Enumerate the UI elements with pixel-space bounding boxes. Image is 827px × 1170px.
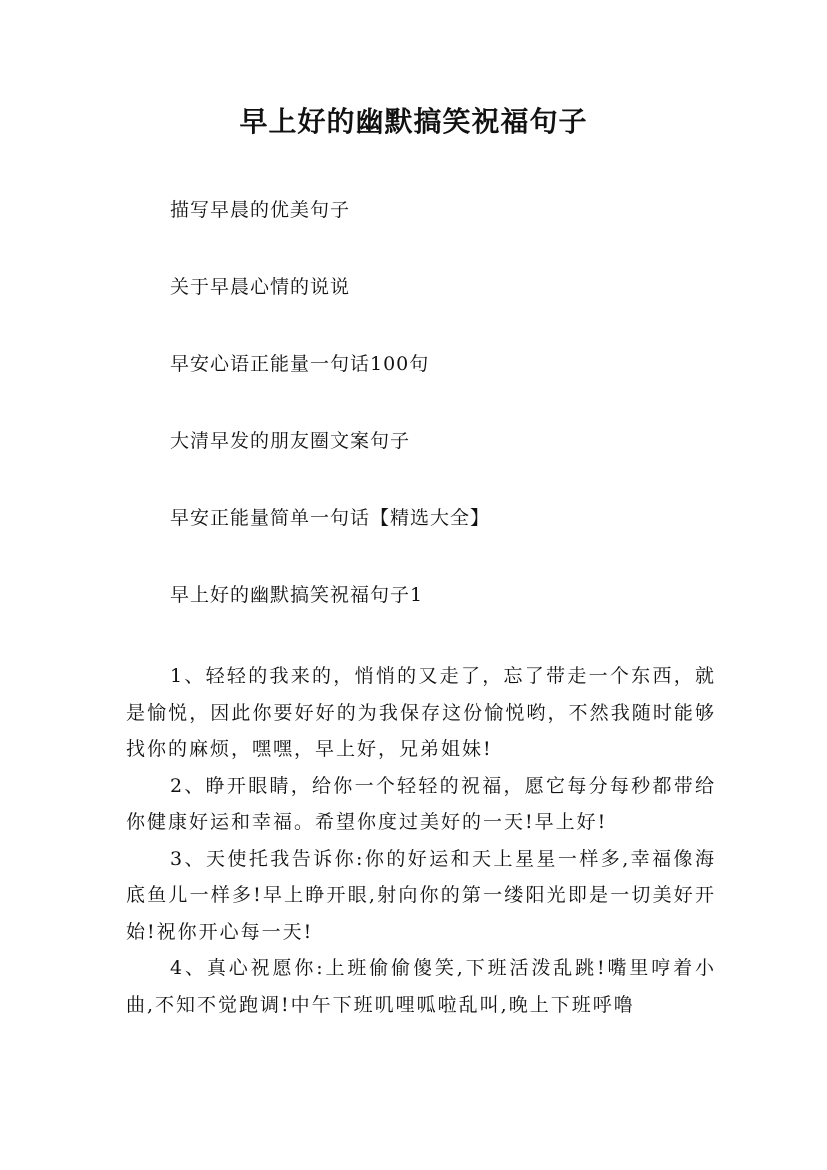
body-paragraph: 2、睁开眼睛，给你一个轻轻的祝福，愿它每分每秒都带给你健康好运和幸福。希望你度过美好的一天!早上好! [126,774,716,833]
related-link-item[interactable]: 早安正能量简单一句话【精选大全】 [170,507,491,529]
section-heading: 早上好的幽默搞笑祝福句子1 [170,584,424,606]
article-body [126,658,716,1023]
related-link-item[interactable]: 大清早发的朋友圈文案句子 [170,430,411,452]
page-title: 早上好的幽默搞笑祝福句子 [239,105,588,138]
body-paragraph: 4、真心祝愿你:上班偷偷傻笑,下班活泼乱跳!嘴里哼着小曲,不知不觉跑调!中午下班叽哩呱啦乱叫,晚上下班呼噜 [126,957,716,1016]
related-links-list [170,190,730,652]
related-link-item[interactable]: 描写早晨的优美句子 [170,199,351,221]
related-link-item[interactable]: 关于早晨心情的说说 [170,276,351,298]
body-paragraph: 1、轻轻的我来的，悄悄的又走了，忘了带走一个东西，就是愉悦，因此你要好好的为我保存这份愉悦哟，不然我随时能够找你的麻烦，嘿嘿，早上好，兄弟姐妹! [126,665,716,760]
body-paragraph: 3、天使托我告诉你:你的好运和天上星星一样多,幸福像海底鱼儿一样多!早上睁开眼,射向你的第一缕阳光即是一切美好开始!祝你开心每一天! [126,847,716,943]
related-link-item[interactable]: 早安心语正能量一句话100句 [170,353,430,375]
